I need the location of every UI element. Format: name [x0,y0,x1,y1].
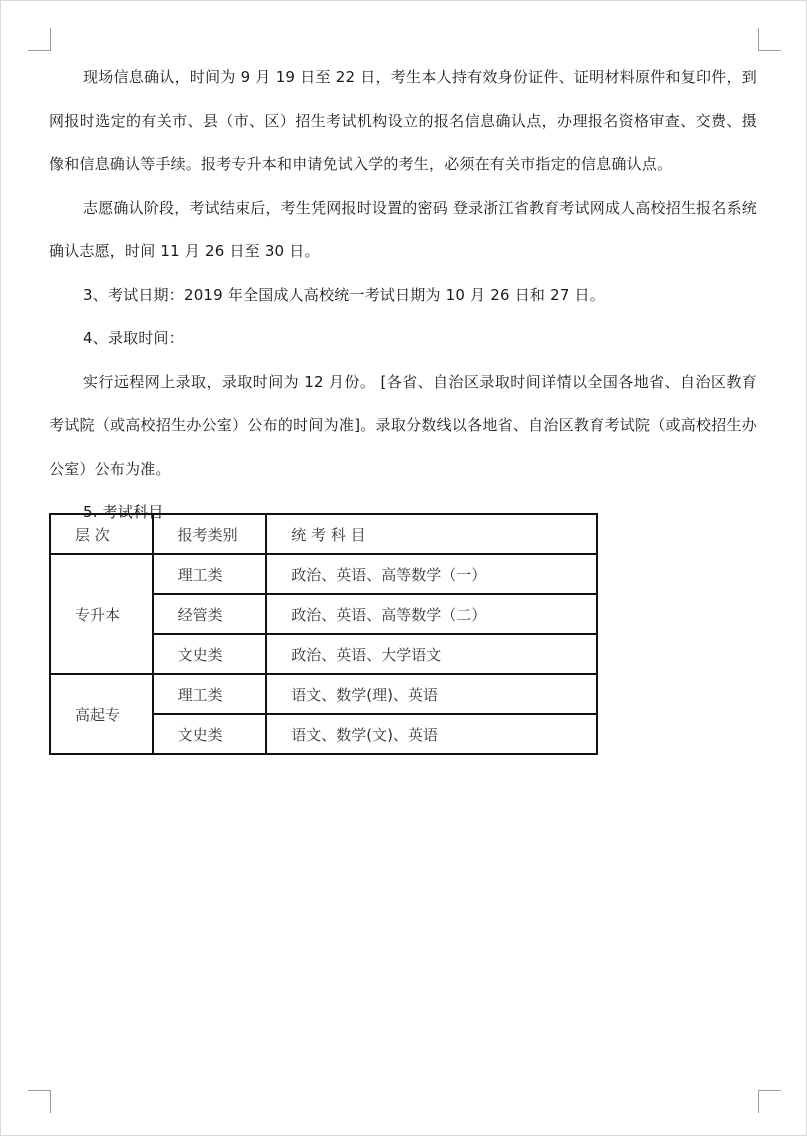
paragraph-admission-time-heading: 4、录取时间： [83,329,184,347]
category-cell: 理工类 [153,554,267,594]
header-subjects: 统 考 科 目 [266,514,597,554]
category-cell: 文史类 [153,714,267,754]
subjects-cell: 语文、数学(理)、英语 [266,674,597,714]
paragraph-admission-details: 实行远程网上录取，录取时间为 12 月份。 [各省、自治区录取时间详情以全国各地省、自治区教育考试院（或高校招生办公室）公布的时间为准]。录取分数线以各地省、自治区教育考试院（或高校招生办公室）公布为准。 [49,372,757,478]
paragraph-exam-date: 3、考试日期：2019 年全国成人高校统一考试日期为 10 月 26 日和 27 日。 [83,285,605,304]
corner-mark-top-right [758,28,781,51]
subjects-cell: 语文、数学(文)、英语 [266,714,597,754]
level-cell: 高起专 [50,674,153,754]
table-row [50,554,597,594]
header-category: 报考类别 [153,514,267,554]
paragraph-preference-confirmation: 志愿确认阶段，考试结束后，考生凭网报时设置的密码 登录浙江省教育考试网成人高校招生报名系统确认志愿，时间 11 月 26 日至 30 日。 [49,198,757,260]
corner-mark-bottom-left [28,1090,51,1113]
level-cell: 专升本 [50,554,153,674]
paragraph-exam-subjects-heading: 5. 考试科目 [83,503,164,521]
subjects-cell: 政治、英语、高等数学（二） [266,594,597,634]
category-cell: 经管类 [153,594,267,634]
category-cell: 文史类 [153,634,267,674]
table-header-row [50,514,597,554]
table-row [50,674,597,714]
category-cell: 理工类 [153,674,267,714]
corner-mark-bottom-right [758,1090,781,1113]
document-body [49,56,757,535]
paragraph-onsite-confirmation: 现场信息确认，时间为 9 月 19 日至 22 日，考生本人持有效身份证件、证明材料原件和复印件，到网报时选定的有关市、县（市、区）招生考试机构设立的报名信息确认点，办理报名资格审查、交费、摄像和信息确认等手续。报考专升本和申请免试入学的考生，必须在有关市指定的信息确认点。 [49,68,757,173]
exam-subjects-table [49,513,598,755]
header-level: 层 次 [50,514,153,554]
subjects-cell: 政治、英语、高等数学（一） [266,554,597,594]
subjects-cell: 政治、英语、大学语文 [266,634,597,674]
corner-mark-top-left [28,28,51,51]
